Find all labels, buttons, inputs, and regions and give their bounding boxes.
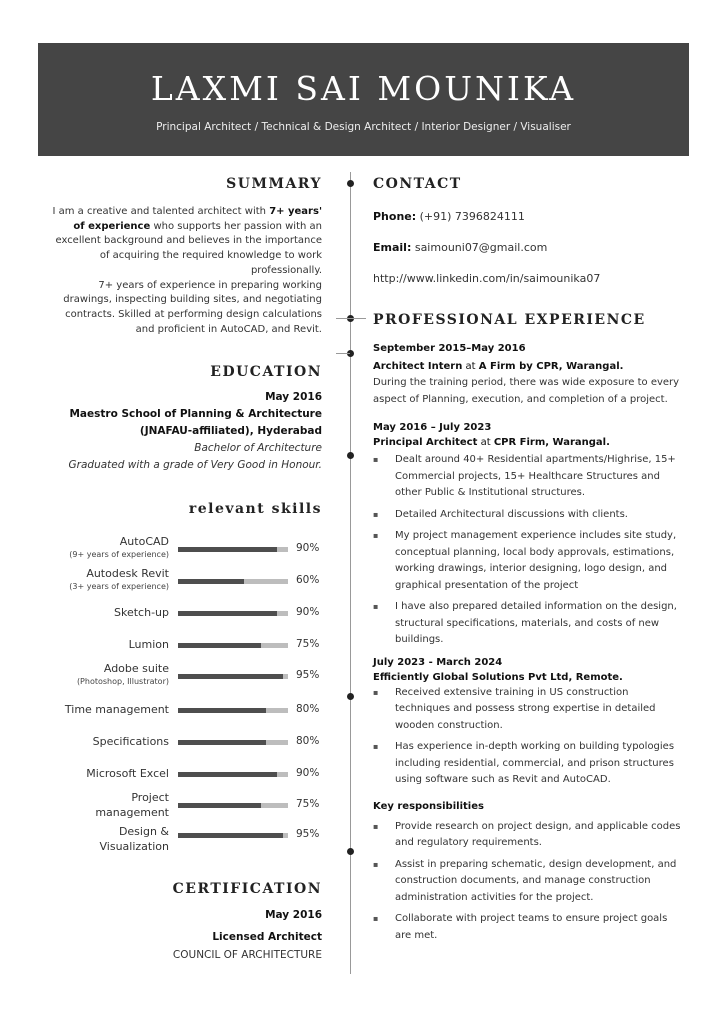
skill-bar (178, 674, 288, 679)
skill-label (65, 702, 169, 717)
job-title (373, 670, 683, 685)
skill-sub: (9+ years of experience) (69, 550, 169, 559)
skill-bar-fill (178, 611, 277, 616)
skill-label (59, 790, 169, 820)
skill-percent: 75% (296, 798, 320, 810)
skill-percent: 90% (296, 542, 320, 554)
skill-bar-fill (178, 803, 261, 808)
skill-sub: (3+ years of experience) (69, 582, 169, 591)
bullet-item: ▪ I have also prepared detailed information on the design, structural specifications, materials, and costs of new buildings. (395, 599, 683, 649)
skill-bar (178, 547, 288, 552)
skill-label (69, 534, 169, 561)
summary-p1-bold: 7+ years' of experience (73, 206, 322, 232)
timeline-dot (347, 180, 354, 187)
education-title: EDUCATION (210, 364, 322, 381)
skill-label (86, 766, 169, 781)
skill-bar (178, 833, 288, 838)
certification-section (52, 880, 322, 964)
job-at: at (462, 361, 479, 372)
right-column (373, 176, 683, 949)
skill-name: Project management (95, 791, 169, 819)
skill-bar (178, 579, 288, 584)
skill-name: Sketch-up (114, 606, 169, 619)
phone-label: Phone: (373, 210, 417, 223)
bullet-item: ▪ Assist in preparing schematic, design development, and construction documents, and manage construction administration activities for the project. (395, 857, 683, 907)
contact-phone (373, 209, 683, 224)
skill-name: Adobe suite (103, 662, 169, 675)
skill-name: Autodesk Revit (86, 567, 169, 580)
skill-bar (178, 643, 288, 648)
skill-name: Design & Visualization (99, 825, 169, 853)
skill-percent: 75% (296, 638, 320, 650)
contact-title: CONTACT (373, 176, 462, 192)
summary-p1-c: who supports her passion with an excellent background and believes in the importance of acquiring the required knowledge to work professionally. (55, 220, 322, 276)
job-company: CPR Firm, Warangal. (493, 437, 610, 448)
job-company: Efficiently Global Solutions Pvt Ltd, Remote. (373, 671, 623, 683)
job-title (373, 435, 683, 450)
job-role: Architect Intern (373, 361, 463, 372)
summary-text (52, 205, 322, 279)
skill-label (77, 661, 169, 688)
job-bullets (373, 685, 683, 789)
summary-p1-a: I am a creative and talented architect with (52, 206, 270, 217)
email-label: Email: (373, 241, 412, 254)
linkedin-link[interactable]: http://www.linkedin.com/in/saimounika07 (373, 272, 601, 285)
timeline-dash (336, 353, 350, 354)
skill-label (93, 734, 169, 749)
bullet-item: ▪ Received extensive training in US construction techniques and possess strong expertise in detailed wooden construction. (395, 685, 683, 735)
skill-bar (178, 803, 288, 808)
skill-bar-fill (178, 740, 266, 745)
skill-bar-fill (178, 674, 283, 679)
education-school-2: (JNAFAU-affiliated), Hyderabad (139, 425, 322, 438)
job-entry (373, 341, 683, 408)
skill-bar (178, 740, 288, 745)
skill-bar (178, 611, 288, 616)
skill-percent: 80% (296, 703, 320, 715)
education-date: May 2016 (265, 391, 322, 404)
summary-text-2: 7+ years of experience in preparing working drawings, inspecting building sites, and negotiating contracts. Skilled at performing design calculations and proficient in AutoCAD, and Revit. (63, 279, 322, 335)
bullet-item: ▪ Provide research on project design, and applicable codes and regulatory requirements. (395, 819, 683, 852)
skill-percent: 95% (296, 828, 320, 840)
skill-label (79, 824, 169, 854)
skill-label (129, 637, 169, 652)
certification-issuer: COUNCIL OF ARCHITECTURE (172, 949, 322, 961)
skill-name: Time management (64, 703, 169, 716)
education-school: Maestro School of Planning & Architecture (69, 408, 322, 421)
skill-name: AutoCAD (119, 535, 169, 548)
bullet-item: ▪ Has experience in-depth working on building typologies including residential, commercial, and prison structures using software such as Revit and AutoCAD. (395, 739, 683, 789)
summary-title: SUMMARY (226, 176, 322, 192)
job-date: May 2016 – July 2023 (373, 422, 492, 433)
timeline-dot (347, 452, 354, 459)
skill-label (69, 566, 169, 593)
skill-bar-fill (178, 708, 266, 713)
skill-bar-fill (178, 833, 283, 838)
job-at: at (477, 437, 494, 448)
skill-percent: 90% (296, 606, 320, 618)
key-title: Key responsibilities (373, 800, 484, 812)
skill-name: Specifications (92, 735, 169, 748)
candidate-name: LAXMI SAI MOUNIKA (150, 69, 577, 108)
key-bullets (373, 819, 683, 945)
job-entry (373, 655, 683, 789)
education-block (52, 389, 322, 474)
bullet-item: ▪ My project management experience includes site study, conceptual planning, local body approvals, estimations, working drawings, interior designing, logo design, and graphical presentation of the project (395, 528, 683, 594)
phone-value[interactable]: (+91) 7396824111 (416, 210, 525, 223)
job-title (373, 359, 683, 374)
skill-bar-fill (178, 643, 261, 648)
timeline-dot (347, 848, 354, 855)
job-company: A Firm by CPR, Warangal. (478, 361, 624, 372)
certification-name: Licensed Architect (212, 931, 322, 943)
skill-bar (178, 708, 288, 713)
skill-bar-fill (178, 547, 277, 552)
contact-email (373, 240, 683, 255)
job-description: During the training period, there was wide exposure to every aspect of Planning, execution, and completion of a project. (373, 377, 680, 405)
candidate-subtitle: Principal Architect / Technical & Design Architect / Interior Designer / Visualiser (156, 121, 571, 133)
skill-percent: 80% (296, 735, 320, 747)
education-grade: Graduated with a grade of Very Good in Honour. (68, 459, 322, 472)
experience-title: PROFESSIONAL EXPERIENCE (373, 312, 646, 328)
job-date: September 2015–May 2016 (373, 343, 526, 354)
bullet-item: ▪ Detailed Architectural discussions with clients. (395, 507, 683, 524)
job-date: July 2023 - March 2024 (373, 656, 503, 668)
timeline-dash (336, 318, 366, 319)
skill-bar (178, 772, 288, 777)
certification-title: CERTIFICATION (172, 881, 322, 897)
skill-sub: (Photoshop, Illustrator) (76, 677, 169, 686)
job-entry (373, 420, 683, 649)
skill-label (114, 605, 169, 620)
skill-bar-fill (178, 772, 277, 777)
job-bullets (373, 452, 683, 649)
skills-title: relevant skills (188, 501, 322, 518)
education-degree: Bachelor of Architecture (194, 442, 322, 455)
resume-header (38, 43, 689, 156)
skill-percent: 60% (296, 574, 320, 586)
skill-bar-fill (178, 579, 244, 584)
certification-date: May 2016 (265, 909, 322, 921)
timeline-dot (347, 693, 354, 700)
skill-name: Lumion (128, 638, 169, 651)
bullet-item: ▪ Collaborate with project teams to ensure project goals are met. (395, 911, 683, 944)
job-role: Principal Architect (373, 437, 478, 448)
bullet-item: ▪ Dealt around 40+ Residential apartments/Highrise, 15+ Commercial projects, 15+ Healthcare Structures and other Public & Institutional structures. (395, 452, 683, 502)
left-column (52, 176, 322, 517)
skill-percent: 90% (296, 767, 320, 779)
key-responsibilities (373, 799, 683, 945)
skill-percent: 95% (296, 669, 320, 681)
skill-name: Microsoft Excel (86, 767, 169, 780)
email-link[interactable]: saimouni07@gmail.com (411, 241, 548, 254)
